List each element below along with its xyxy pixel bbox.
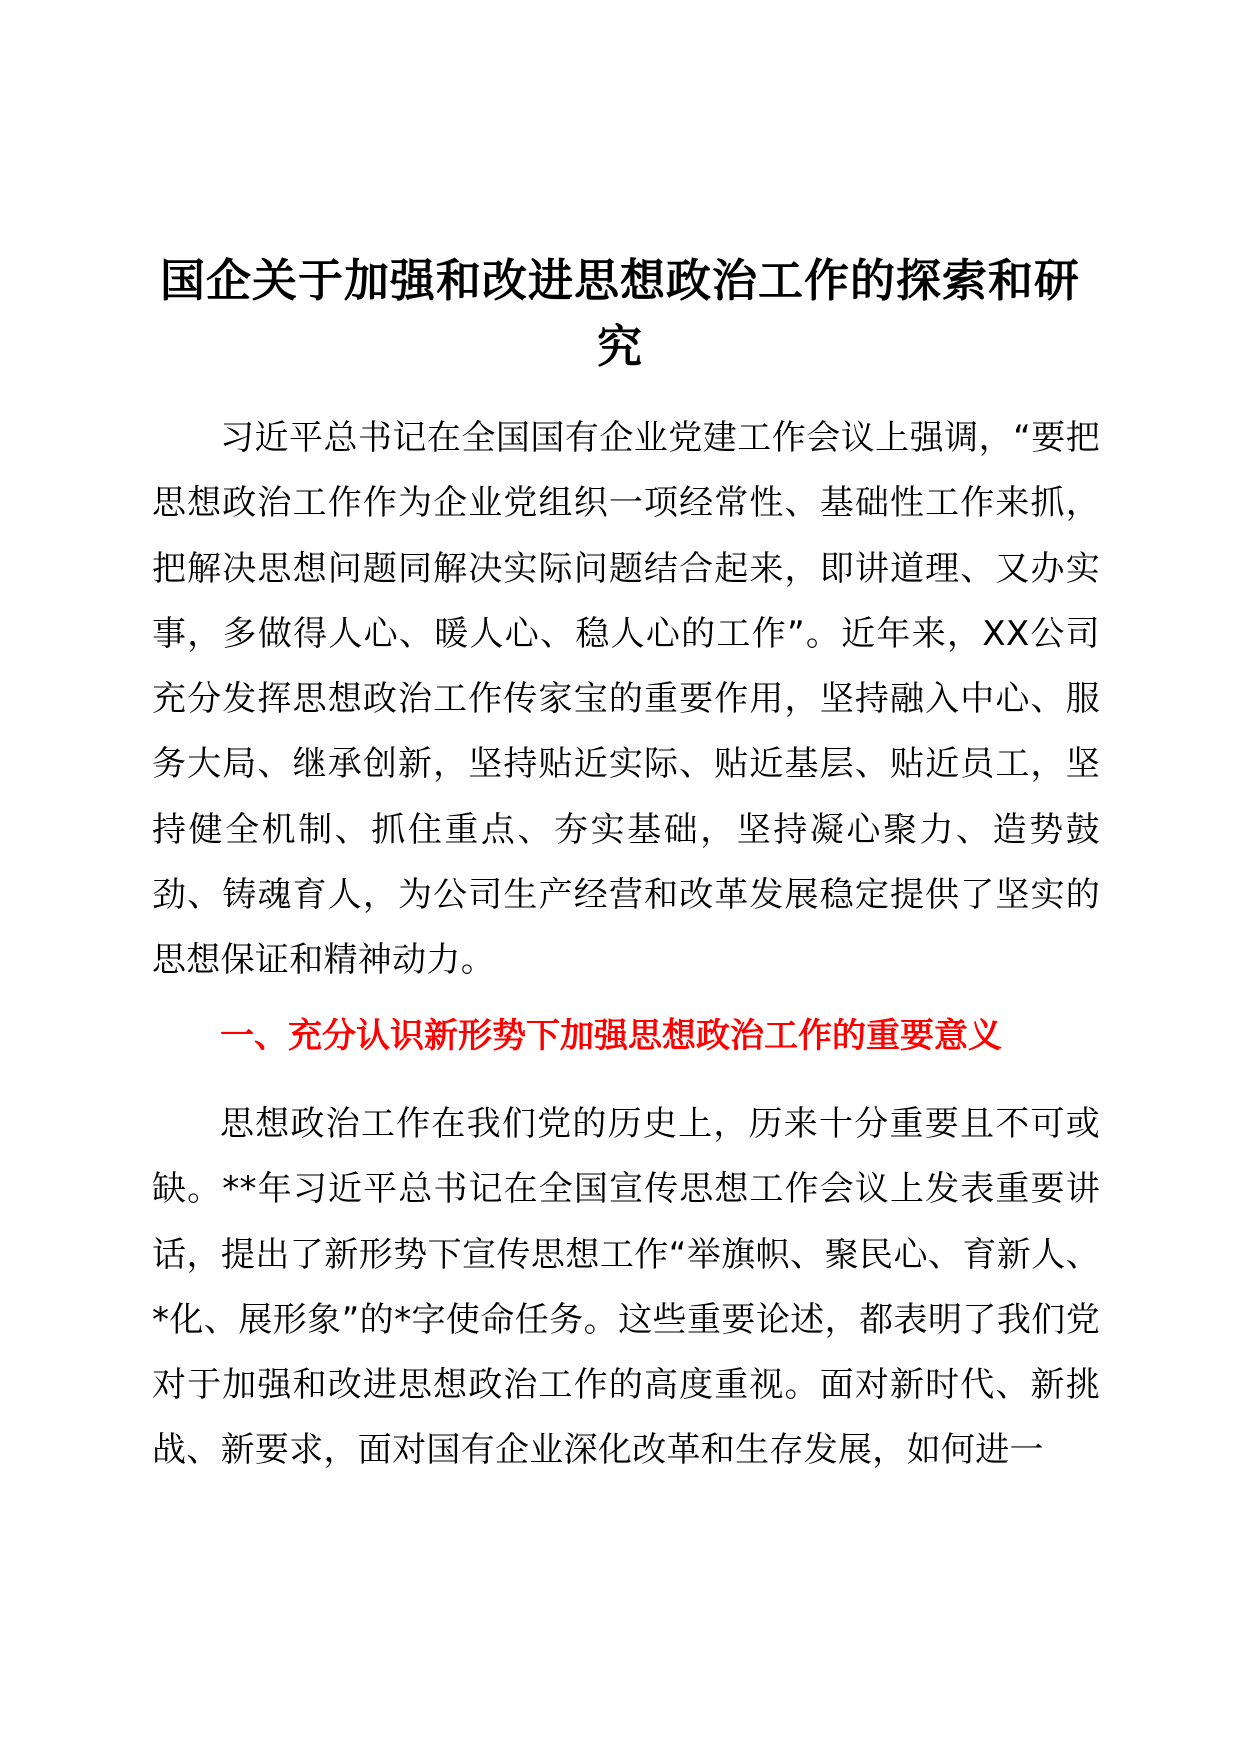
section-paragraph: 思想政治工作在我们党的历史上，历来十分重要且不可或缺。**年习近平总书记在全国宣传思想工作会议上发表重要讲话，提出了新形势下宣传思想工作“举旗帜、聚民心、育新人、*化、展形象”的*字使命任务。这些重要论述，都表明了我们党对于加强和改进思想政治工作的高度重视。面对新时代、新挑战、新要求，面对国有企业深化改革和生存发展，如何进一 (152, 1104, 1100, 1471)
intro-paragraph: 习近平总书记在全国国有企业党建工作会议上强调，“要把思想政治工作作为企业党组织一项经常性、基础性工作来抓，把解决思想问题同解决实际问题结合起来，即讲道理、又办实事，多做得人心、暖人心、稳人心的工作”。近年来，XX公司充分发挥思想政治工作传家宝的重要作用，坚持融入中心、服务大局、继承创新，坚持贴近实际、贴近基层、贴近员工，坚持健全机制、抓住重点、夯实基础，坚持凝心聚力、造势鼓劲、铸魂育人，为公司生产经营和改革发展稳定提供了坚实的思想保证和精神动力。 (152, 418, 1100, 981)
document-title: 国企关于加强和改进思想政治工作的探索和研究 (159, 254, 1080, 373)
section-heading: 一、充分认识新形势下加强思想政治工作的重要意义 (220, 1016, 1002, 1056)
